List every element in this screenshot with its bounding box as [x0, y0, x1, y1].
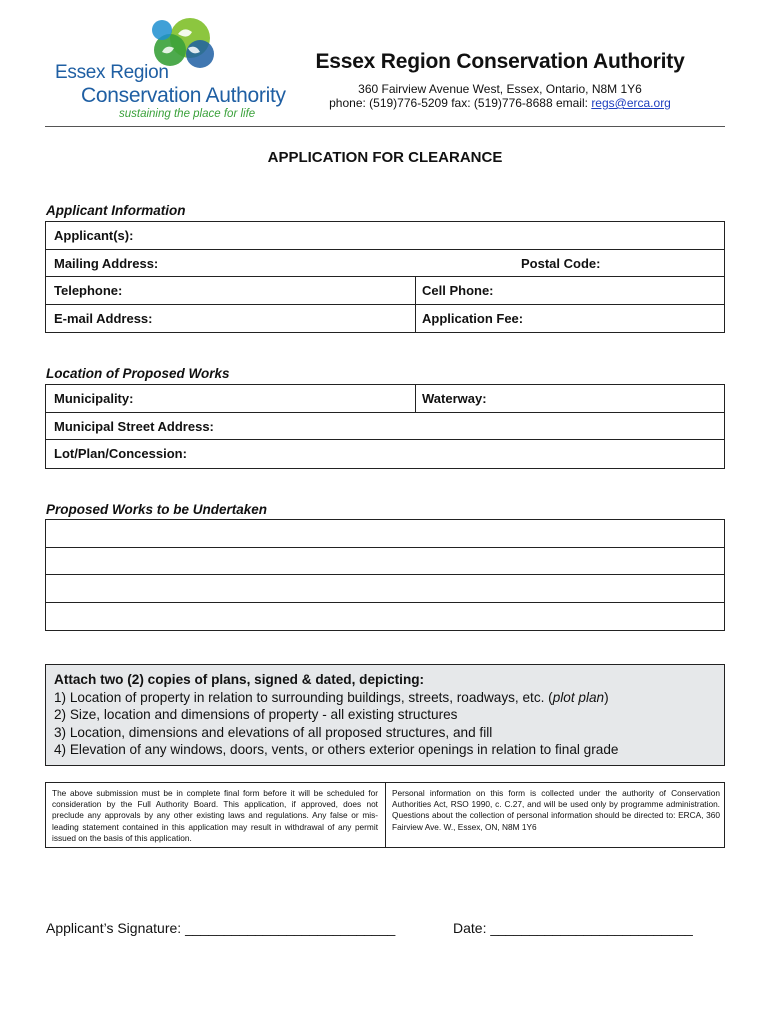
logo-line-1: Essex Region	[55, 62, 169, 83]
applicant-section-title: Applicant Information	[46, 203, 186, 218]
signature-label: Applicant’s Signature:	[46, 920, 186, 936]
form-title: APPLICATION FOR CLEARANCE	[267, 149, 503, 166]
attach-heading: Attach two (2) copies of plans, signed & dated, depicting:	[54, 672, 425, 687]
attach-item-3: 3) Location, dimensions and elevations of all proposed structures, and fill	[54, 724, 493, 740]
date-label: Date:	[453, 920, 491, 936]
column-divider	[415, 277, 416, 304]
municipality-label: Municipality:	[54, 391, 134, 406]
works-line-1[interactable]	[46, 520, 724, 548]
mailing-address-label: Mailing Address:	[54, 255, 159, 271]
attach-item-1-close: )	[604, 689, 609, 705]
application-fee-label: Application Fee:	[422, 310, 524, 326]
location-section-title: Location of Proposed Works	[46, 366, 230, 381]
applicants-label: Applicant(s):	[54, 228, 134, 243]
signature-line[interactable]: ___________________________	[185, 920, 396, 936]
street-address-label: Municipal Street Address:	[54, 418, 214, 434]
logo-tagline: sustaining the place for life	[119, 108, 256, 120]
email-link[interactable]: regs@erca.org	[591, 96, 671, 110]
attach-item-1-emphasis: plot plan	[552, 689, 605, 705]
organization-contact	[290, 96, 710, 110]
signature-field[interactable]	[46, 920, 395, 936]
column-divider	[415, 305, 416, 333]
telephone-label: Telephone:	[54, 283, 123, 298]
works-section-title: Proposed Works to be Undertaken	[46, 502, 268, 517]
municipality-row[interactable]	[46, 385, 724, 413]
email-address-label: E-mail Address:	[54, 310, 153, 326]
attach-plans-box	[45, 664, 725, 766]
header-divider	[45, 126, 725, 127]
email-row[interactable]	[46, 305, 724, 333]
proposed-works-table	[45, 519, 725, 631]
logo-line-2: Conservation Authority	[81, 84, 286, 107]
street-address-row[interactable]	[46, 413, 724, 441]
works-line-4[interactable]	[46, 603, 724, 631]
organization-address: 360 Fairview Avenue West, Essex, Ontario, N8M 1Y6	[358, 82, 642, 96]
works-line-2[interactable]	[46, 548, 724, 576]
submission-notice: The above submission must be in complete final form before it will be scheduled for consideration by the Full Authority Board. This application, if approved, does not preclude any approvals by any other existing laws and regulations. Any false or mis- leading statement contained in this application may result in withdrawal of any permit issued on the basis of this application.	[52, 788, 378, 843]
cell-phone-label: Cell Phone:	[422, 283, 494, 298]
mailing-address-row[interactable]	[46, 250, 724, 278]
lot-plan-row[interactable]	[46, 440, 724, 468]
attach-item-1	[54, 689, 716, 707]
waterway-label: Waterway:	[422, 391, 487, 406]
attach-item-1-text: 1) Location of property in relation to surrounding buildings, streets, roadways, etc. (	[54, 689, 553, 705]
applicants-row[interactable]	[46, 222, 724, 250]
organization-name: Essex Region Conservation Authority	[315, 50, 685, 73]
lot-plan-concession-label: Lot/Plan/Concession:	[54, 446, 187, 461]
notices-box	[45, 782, 725, 848]
location-table	[45, 384, 725, 469]
telephone-row[interactable]	[46, 277, 724, 305]
erca-logo	[45, 12, 300, 120]
column-divider	[415, 385, 416, 412]
notice-divider	[385, 783, 386, 847]
attach-item-4: 4) Elevation of any windows, doors, vents, or others exterior openings in relation to final grade	[54, 742, 619, 757]
privacy-notice: Personal information on this form is collected under the authority of Conservation Authorities Act, RSO 1990, c. C.27, and will be used only by programme administration. Questions about the collection of personal information should be directed to: ERCA, 360 Fairview Ave. W., Essex, ON, N8M 1Y6	[392, 788, 720, 832]
postal-code-label: Postal Code:	[521, 255, 601, 271]
applicant-info-table	[45, 221, 725, 333]
attach-item-2: 2) Size, location and dimensions of property - all existing structures	[54, 707, 458, 722]
date-line[interactable]: __________________________	[490, 920, 693, 936]
contact-phone-fax: phone: (519)776-5209 fax: (519)776-8688 email:	[329, 96, 592, 110]
date-field[interactable]	[453, 920, 693, 936]
works-line-3[interactable]	[46, 575, 724, 603]
